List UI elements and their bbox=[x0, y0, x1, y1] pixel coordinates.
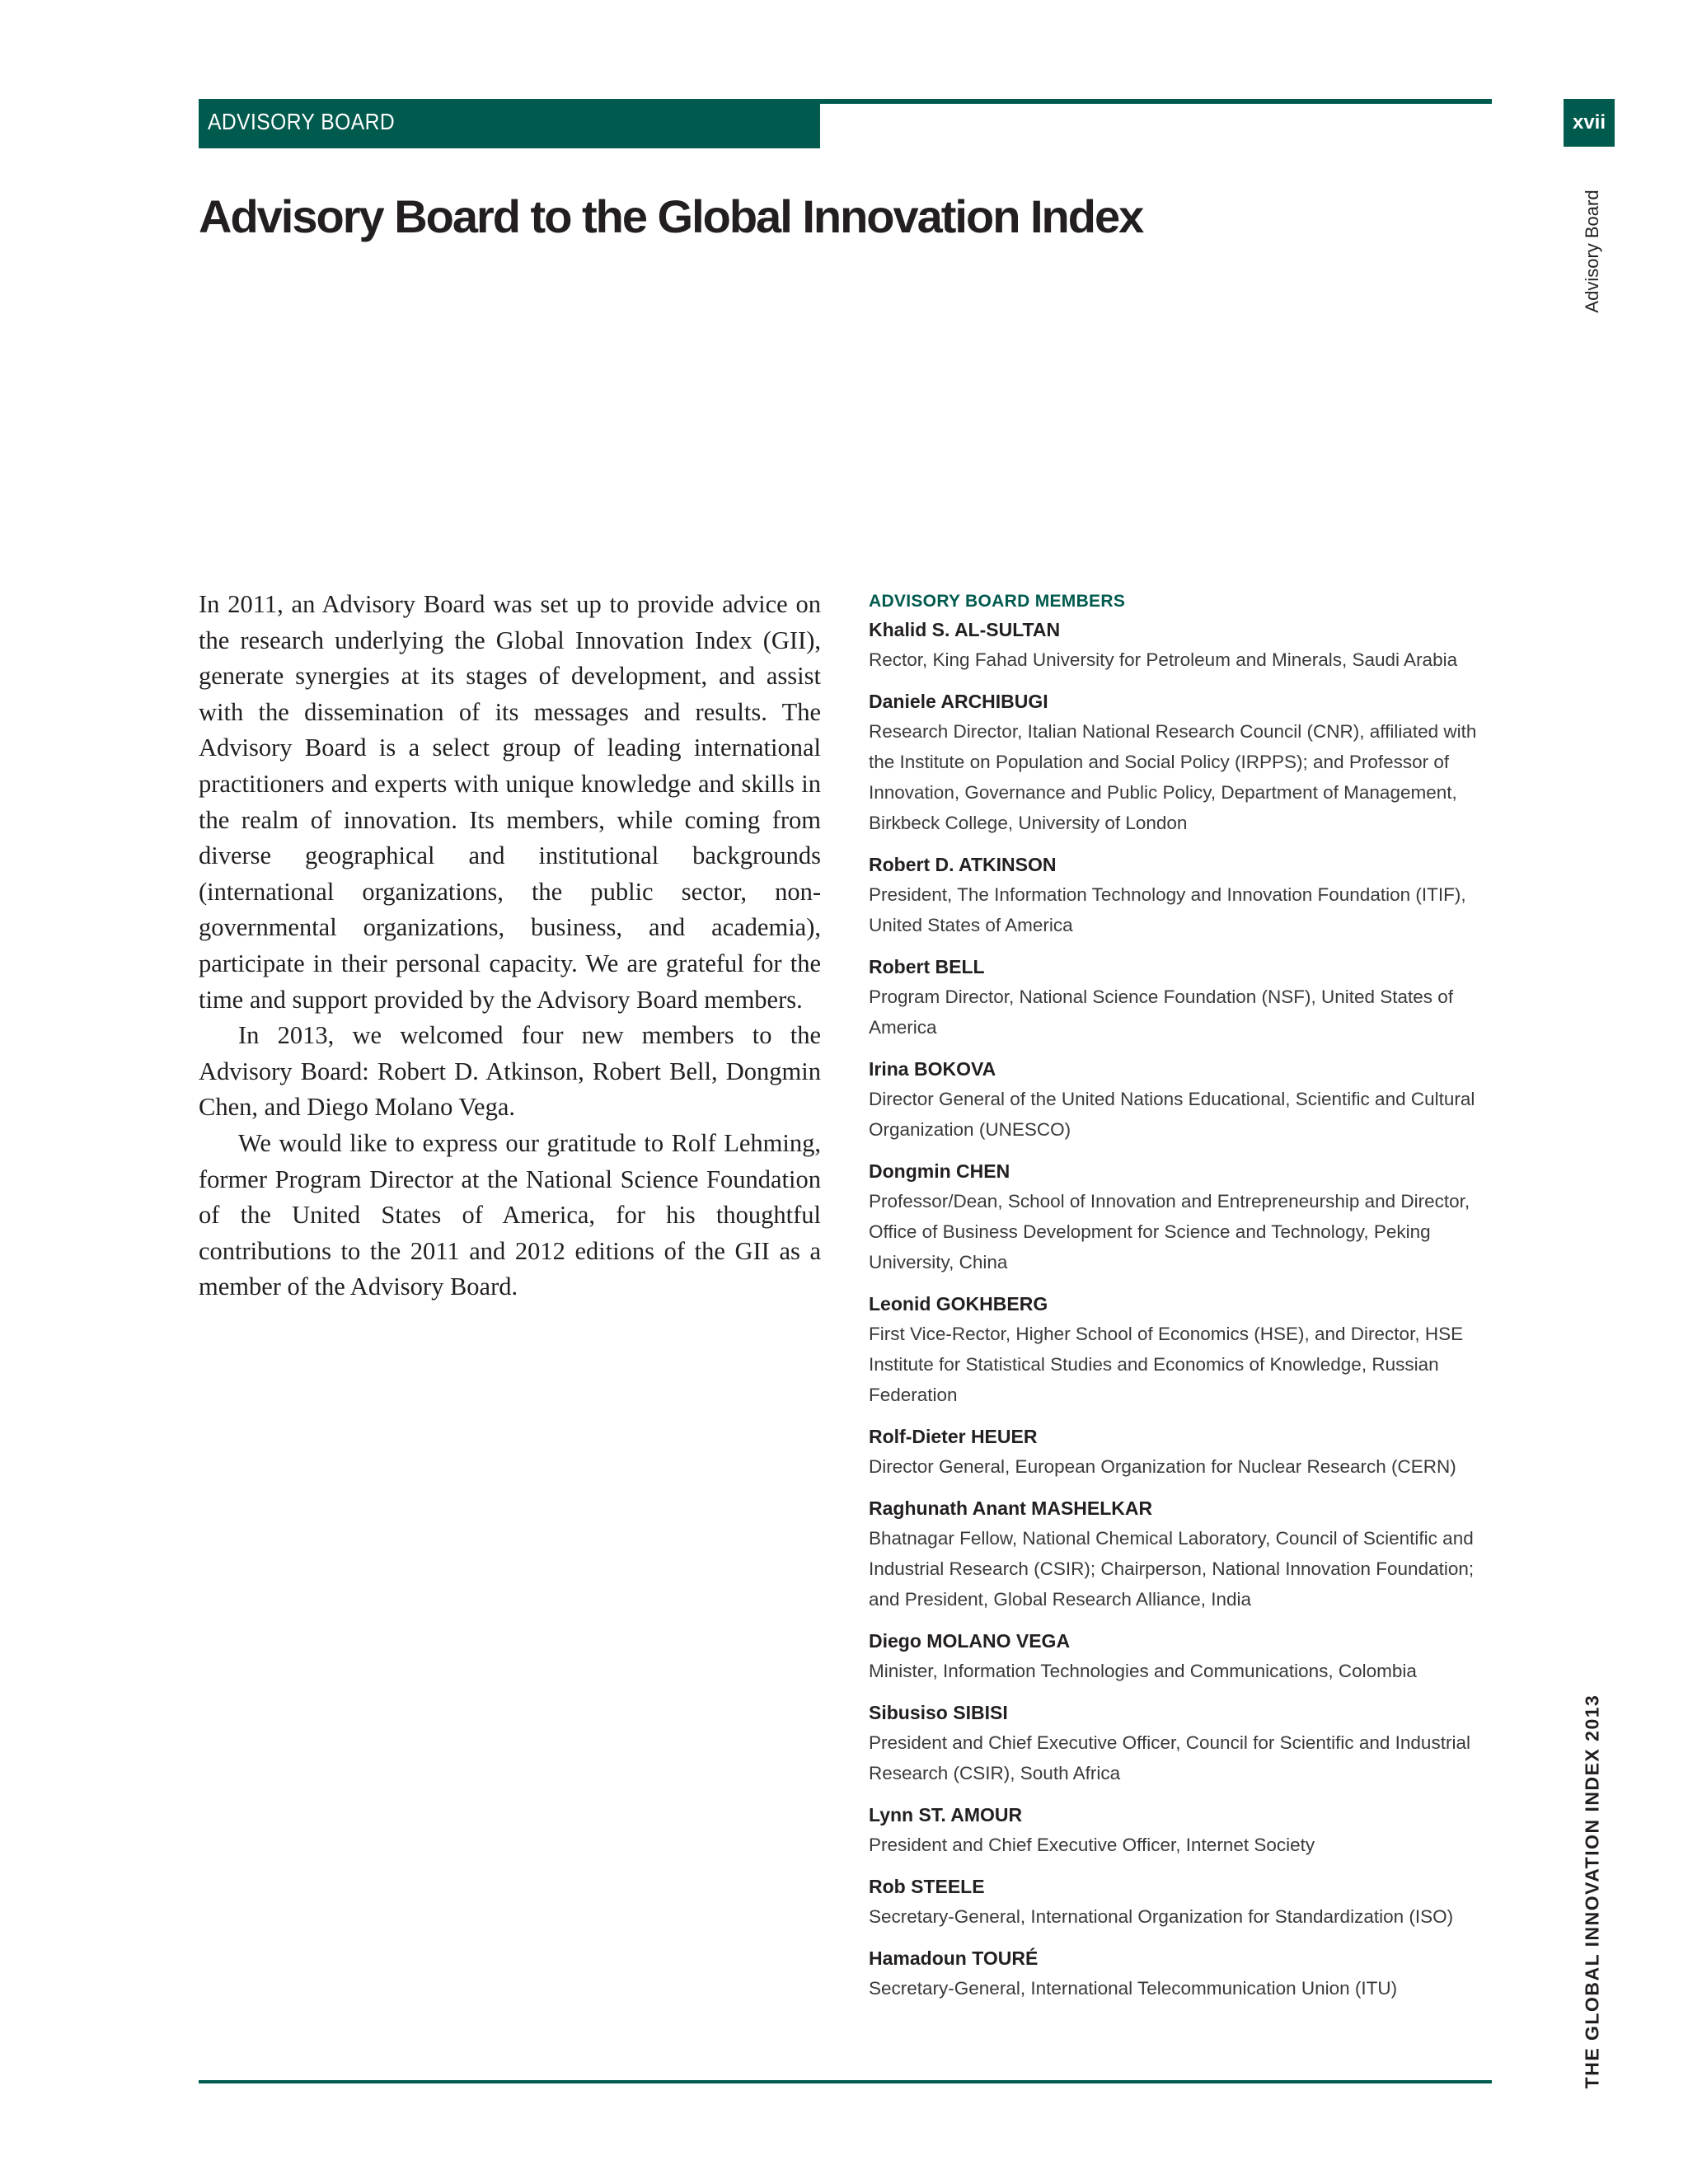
member-entry bbox=[869, 952, 1495, 1043]
member-name: Hamadoun TOURÉ bbox=[869, 1947, 1039, 1969]
member-role: Program Director, National Science Foundation (NSF), United States of America bbox=[869, 987, 1454, 1038]
member-entry bbox=[869, 1156, 1495, 1277]
member-role: Rector, King Fahad University for Petroleum and Minerals, Saudi Arabia bbox=[869, 649, 1458, 670]
member-name: Leonid GOKHBERG bbox=[869, 1293, 1048, 1315]
top-rule bbox=[820, 99, 1492, 104]
member-name: Diego MOLANO VEGA bbox=[869, 1630, 1071, 1652]
member-role: Secretary-General, International Organization for Standardization (ISO) bbox=[869, 1906, 1454, 1927]
members-list bbox=[869, 592, 1495, 2015]
member-entry bbox=[869, 1800, 1495, 1860]
member-name: Raghunath Anant MASHELKAR bbox=[869, 1497, 1153, 1519]
member-role: First Vice-Rector, Higher School of Economics (HSE), and Director, HSE Institute for Statistical Studies and Economics of Knowledge, Russian Federation bbox=[869, 1324, 1464, 1405]
member-role: President and Chief Executive Officer, Internet Society bbox=[869, 1835, 1315, 1855]
section-label: ADVISORY BOARD bbox=[208, 109, 396, 134]
member-entry bbox=[869, 850, 1495, 940]
intro-paragraph: We would like to express our gratitude to Rolf Lehming, former Program Director at the National Science Foundation of the United States of America, for his thoughtful contributions to the 2011 and 2012 editions of the GII as a member of the Advisory Board. bbox=[199, 1128, 821, 1301]
member-entry bbox=[869, 1493, 1495, 1615]
member-role: Professor/Dean, School of Innovation and Entrepreneurship and Director, Office of Business Development for Science and Technology, Peking University, China bbox=[869, 1191, 1470, 1272]
member-name: Rolf-Dieter HEUER bbox=[869, 1426, 1038, 1447]
member-name: Dongmin CHEN bbox=[869, 1160, 1010, 1182]
member-entry bbox=[869, 1626, 1495, 1686]
member-entry bbox=[869, 1872, 1495, 1932]
member-role: President and Chief Executive Officer, Council for Scientific and Industrial Research (CSIR), South Africa bbox=[869, 1732, 1470, 1783]
intro-paragraph: In 2011, an Advisory Board was set up to provide advice on the research underlying the Global Innovation Index (GII), generate synergies at its stages of development, and assist with the dissemination of its messages and results. The Advisory Board is a select group of leading international practitioners and experts with unique knowledge and skills in the realm of innovation. Its members, while coming from diverse geographical and institutional backgrounds (international organizations, the public sector, non-governmental organizations, business, and academia), participate in their personal capacity. We are grateful for the time and support provided by the Advisory Board members. bbox=[199, 590, 821, 1014]
member-role: Director General, European Organization for Nuclear Research (CERN) bbox=[869, 1456, 1456, 1477]
member-entry bbox=[869, 615, 1495, 675]
member-role: Bhatnagar Fellow, National Chemical Laboratory, Council of Scientific and Industrial Research (CSIR); Chairperson, National Innovation Foundation; and President, Global Research Alliance, India bbox=[869, 1528, 1475, 1610]
member-role: President, The Information Technology and Innovation Foundation (ITIF), United States of America bbox=[869, 884, 1466, 935]
member-role: Research Director, Italian National Research Council (CNR), affiliated with the Institute on Population and Social Policy (IRPPS); and Professor of Innovation, Governance and Public Policy, Department of Management, Birkbeck College, University of London bbox=[869, 721, 1477, 833]
page-number: xvii bbox=[1564, 99, 1615, 147]
member-entry bbox=[869, 1289, 1495, 1410]
bottom-rule bbox=[199, 2080, 1492, 2083]
member-role: Director General of the United Nations Educational, Scientific and Cultural Organization (UNESCO) bbox=[869, 1089, 1475, 1140]
member-entry bbox=[869, 687, 1495, 838]
member-entry bbox=[869, 1422, 1495, 1482]
member-name: Robert BELL bbox=[869, 956, 985, 977]
member-name: Lynn ST. AMOUR bbox=[869, 1804, 1023, 1825]
member-entry bbox=[869, 1054, 1495, 1145]
member-name: Khalid S. AL-SULTAN bbox=[869, 619, 1061, 640]
member-name: Rob STEELE bbox=[869, 1876, 985, 1897]
side-running-label: Advisory Board bbox=[1582, 190, 1602, 313]
member-entry bbox=[869, 1698, 1495, 1788]
member-entry bbox=[869, 1943, 1495, 2004]
side-publication-label: THE GLOBAL INNOVATION INDEX 2013 bbox=[1581, 1694, 1603, 2089]
member-name: Irina BOKOVA bbox=[869, 1058, 996, 1080]
member-role: Secretary-General, International Telecommunication Union (ITU) bbox=[869, 1978, 1398, 1999]
member-role: Minister, Information Technologies and Communications, Colombia bbox=[869, 1661, 1417, 1681]
intro-paragraph: In 2013, we welcomed four new members to the Advisory Board: Robert D. Atkinson, Robert Bell, Dongmin Chen, and Diego Molano Vega. bbox=[199, 1021, 821, 1122]
intro-text bbox=[199, 587, 821, 1305]
member-name: Sibusiso SIBISI bbox=[869, 1702, 1008, 1723]
members-heading: ADVISORY BOARD MEMBERS bbox=[869, 592, 1126, 611]
member-name: Robert D. ATKINSON bbox=[869, 854, 1057, 875]
member-name: Daniele ARCHIBUGI bbox=[869, 691, 1048, 712]
page-title: Advisory Board to the Global Innovation Index bbox=[199, 190, 1143, 242]
member-entries bbox=[869, 615, 1495, 2004]
